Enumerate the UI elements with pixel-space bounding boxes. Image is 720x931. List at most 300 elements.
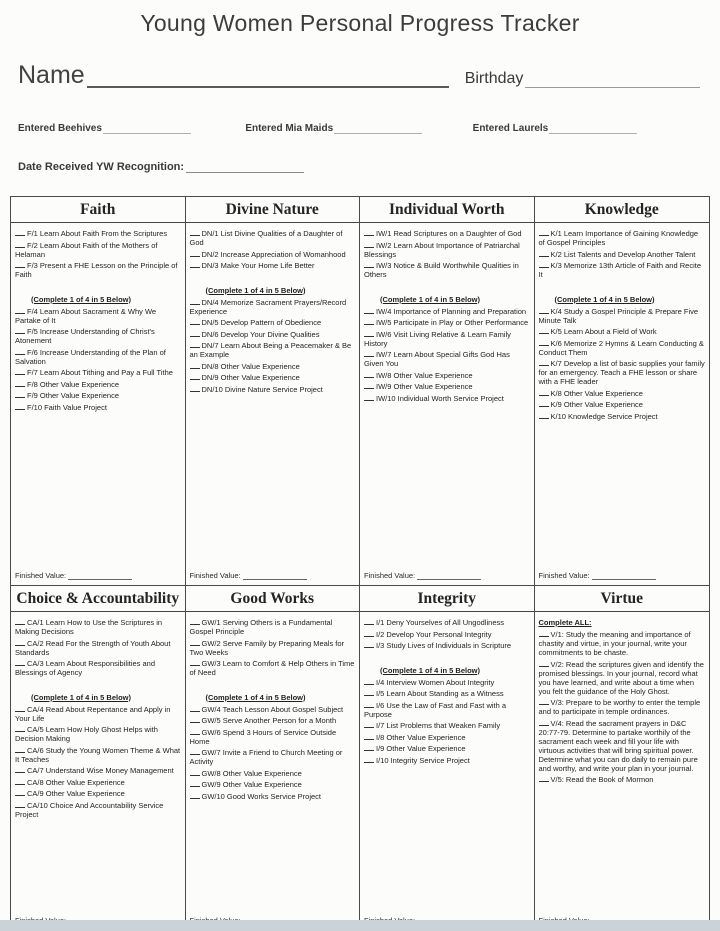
checkbox-blank-line [364,329,374,337]
checklist-item [190,617,357,636]
checkbox-blank-line [364,306,374,314]
item-text: CA/10 Choice And Accountability Service Project [15,800,164,819]
checklist-item [364,640,531,650]
name-birthday-row [18,60,700,88]
checkbox-blank-line [15,347,25,355]
item-text: V/1: Study the meaning and importance of chastity and virtue, in your journal, write your commitments to be chaste. [538,630,691,657]
checkbox-blank-line [15,788,25,796]
finished-value-row [190,566,357,580]
finished-value-fill-line [68,573,132,580]
checklist-item [15,347,182,366]
checklist-item [15,704,182,723]
checklist-item [15,306,182,325]
item-text: K/7 Develop a list of basic supplies your family for an emergency. Teach a FHE lesson or share with a FHE leader [538,359,705,386]
checkbox-blank-line [364,720,374,728]
checklist-item [15,240,182,259]
item-text: CA/2 Read For the Strength of Youth About Standards [15,638,171,657]
checkbox-blank-line [190,372,200,380]
name-fill-line [87,60,449,88]
entered-miamaids-line [334,122,422,134]
checklist-item [190,317,357,327]
finished-value-row [15,566,182,580]
finished-value-row [539,566,707,580]
checklist-item [190,704,357,714]
checkbox-blank-line [15,745,25,753]
scan-edge-strip [0,920,720,931]
checkbox-blank-line [15,765,25,773]
checkbox-blank-line [364,629,374,637]
section-body [360,223,534,585]
item-text: F/4 Learn About Sacrament & Why We Partake of It [15,306,157,325]
section-title-integrity: Integrity [360,586,534,612]
finished-value-label: Finished Value: [15,571,67,580]
section-integrity [360,586,535,930]
checklist-item [15,745,182,764]
item-text: IW/1 Read Scriptures on a Daughter of God [376,229,522,238]
checkbox-blank-line [364,640,374,648]
item-text: IW/6 Visit Living Relative & Learn Family History [364,329,511,348]
item-text: DN/3 Make Your Home Life Better [201,261,315,270]
section-body [535,223,710,585]
item-text: GW/3 Learn to Comfort & Help Others in Time of Need [189,659,355,677]
checkbox-blank-line [190,361,200,369]
finished-value-label: Finished Value: [538,571,590,580]
checkbox-blank-line [364,677,374,685]
item-text: CA/8 Other Value Experience [27,777,125,787]
section-body [11,612,185,930]
checkbox-blank-line [15,800,25,808]
checkbox-blank-line [539,306,549,314]
checkbox-blank-line [364,393,374,401]
item-text: IW/5 Participate in Play or Other Performance [376,318,529,327]
item-text: K/5 Learn About a Field of Work [550,327,657,336]
checklist-item [15,658,182,677]
item-text: V/4: Read the sacrament prayers in D&C 20:77-79. Determine to partake worthily of the sacrament each week and fill your life with virtuous activities that will bring spiritual power. Determine what you can do daily to remain pure and worthy, and write your plan in your journal. [538,718,698,773]
checkbox-blank-line [364,317,374,325]
checkbox-blank-line [15,260,25,268]
item-text: K/6 Memorize 2 Hymns & Learn Conducting & Conduct Them [538,338,704,357]
checklist-item [364,677,531,687]
finished-value-label: Finished Value: [189,571,241,580]
item-text: IW/8 Other Value Experience [376,370,473,380]
item-text: GW/6 Spend 3 Hours of Service Outside Home [189,727,337,746]
item-text: K/4 Study a Gospel Principle & Prepare Five Minute Talk [538,306,699,325]
checkbox-blank-line [364,617,374,625]
checkbox-blank-line [15,326,25,334]
checkbox-blank-line [15,638,25,646]
item-text: I/4 Interview Women About Integrity [376,677,495,687]
checklist-item [190,340,357,359]
section-title-individual-worth: Individual Worth [360,197,534,223]
checklist-item [190,727,357,746]
checkbox-blank-line [190,340,200,348]
checklist-item [190,791,357,801]
checklist-item [190,658,357,677]
checklist-item [364,306,531,316]
item-text: V/5: Read the Book of Mormon [550,775,654,784]
checklist-item [364,240,531,259]
checklist-item [364,720,531,730]
checklist-item [539,388,707,398]
item-text: K/2 List Talents and Develop Another Talent [550,249,696,259]
section-title-choice-accountability: Choice & Accountability [11,586,185,612]
item-text: (Complete 1 of 4 in 5 Below) [31,294,132,304]
tracker-table [10,196,710,931]
checklist-item [15,788,182,798]
finished-value-fill-line [592,573,656,580]
checkbox-blank-line [15,390,25,398]
entered-beehives-line [103,122,191,134]
finished-value-fill-line [417,573,481,580]
checkbox-blank-line [190,791,200,799]
item-text: DN/8 Other Value Experience [201,361,300,371]
item-text: I/6 Use the Law of Fast and Fast with a Purpose [364,700,507,719]
group-gap [15,679,182,692]
section-title-faith: Faith [11,197,185,223]
section-body [11,223,185,585]
checklist-item [190,768,357,778]
checklist-item [364,260,531,279]
entered-beehives-label: Entered Beehives [18,123,102,134]
item-text: F/2 Learn About Faith of the Mothers of Helaman [15,240,158,259]
item-text: DN/5 Develop Pattern of Obedience [201,318,322,327]
checklist-item [15,800,182,819]
checkbox-blank-line [539,774,549,782]
item-text: K/3 Memorize 13th Article of Faith and Recite It [538,261,701,279]
checklist-item [539,260,707,279]
checkbox-blank-line [190,329,200,337]
checkbox-blank-line [15,658,25,666]
complete-rule-note [380,666,531,675]
checklist-item [539,306,707,325]
complete-rule-note [31,693,182,702]
item-text: K/9 Other Value Experience [550,400,643,409]
complete-rule-note [380,295,531,304]
page-title: Young Women Personal Progress Tracker [140,10,580,36]
checklist-item [15,765,182,775]
checklist-item [190,329,357,339]
complete-rule-note [555,295,707,304]
item-text: I/10 Integrity Service Project [376,755,470,765]
checkbox-blank-line [15,402,25,410]
item-text: CA/4 Read About Repentance and Apply in Your Life [15,704,171,723]
checkbox-blank-line [15,367,25,375]
recognition-row [18,160,304,173]
section-title-virtue: Virtue [535,586,710,612]
section-knowledge [535,197,710,586]
checklist-item [539,338,707,357]
checkbox-blank-line [190,617,200,625]
checkbox-blank-line [15,724,25,732]
checkbox-blank-line [190,249,200,257]
checklist-item [15,390,182,400]
item-text: DN/10 Divine Nature Service Project [201,384,323,394]
item-text: CA/1 Learn How to Use the Scriptures in Making Decisions [15,618,163,636]
checklist-item [364,688,531,698]
section-virtue [535,586,710,930]
item-text: F/1 Learn About Faith From the Scriptures [27,229,168,238]
checkbox-blank-line [539,629,549,637]
checklist-item [364,381,531,391]
section-faith [11,197,186,586]
checklist-item [364,755,531,765]
checkbox-blank-line [539,358,549,366]
checklist-item [539,629,707,657]
checklist-item [190,384,357,394]
item-text: CA/7 Understand Wise Money Management [27,766,174,775]
checkbox-blank-line [539,718,549,726]
checklist-item [364,329,531,348]
finished-value-row [364,566,531,580]
section-body [360,612,534,930]
checklist-item [364,700,531,719]
item-text: IW/9 Other Value Experience [376,382,473,391]
checklist-item [190,779,357,789]
item-text: GW/10 Good Works Service Project [201,791,321,801]
group-gap [539,281,707,294]
item-text: (Complete 1 of 4 in 5 Below) [380,294,481,304]
checkbox-blank-line [190,727,200,735]
checklist-item [364,732,531,742]
checkbox-blank-line [539,659,549,667]
item-text: K/1 Learn Importance of Gaining Knowledge of Gospel Principles [538,229,699,247]
checkbox-blank-line [364,700,374,708]
item-text: DN/1 List Divine Qualities of a Daughter of God [189,229,343,247]
item-text: F/10 Faith Value Project [27,402,107,412]
checkbox-blank-line [190,747,200,755]
checkbox-blank-line [539,338,549,346]
entered-laurels-line [549,122,637,134]
checkbox-blank-line [539,260,549,268]
checkbox-blank-line [15,240,25,248]
group-gap [190,679,357,692]
checklist-item [539,358,707,386]
item-text: F/5 Increase Understanding of Christ's Atonement [15,327,155,345]
checkbox-blank-line [364,743,374,751]
checkbox-blank-line [539,249,549,257]
item-text: I/5 Learn About Standing as a Witness [376,689,504,698]
checklist-item [190,260,357,270]
checklist-item [539,697,707,716]
section-body [186,612,360,930]
item-text: I/2 Develop Your Personal Integrity [376,629,492,639]
recognition-fill-line [186,160,304,173]
item-text: DN/6 Develop Your Divine Qualities [201,329,320,339]
section-divine-nature [186,197,361,586]
checkbox-blank-line [15,777,25,785]
item-text: Complete ALL: [538,618,592,627]
checklist-item [15,228,182,238]
item-text: DN/9 Other Value Experience [201,373,300,382]
checklist-item [190,638,357,657]
checklist-item [190,361,357,371]
complete-rule-note [31,295,182,304]
group-gap [15,281,182,294]
section-body [186,223,360,585]
item-text: F/3 Present a FHE Lesson on the Principle of Faith [15,261,178,279]
checklist-item [190,372,357,382]
checkbox-blank-line [364,688,374,696]
checklist-item [15,326,182,345]
section-title-good-works: Good Works [186,586,360,612]
item-text: IW/10 Individual Worth Service Project [376,393,504,403]
item-text: I/1 Deny Yourselves of All Ungodliness [376,618,504,627]
checklist-item [364,393,531,403]
checklist-item [15,617,182,636]
item-text: GW/5 Serve Another Person for a Month [201,716,337,725]
checkbox-blank-line [539,326,549,334]
name-label: Name [18,61,85,89]
checklist-item [539,399,707,409]
item-text: K/8 Other Value Experience [550,388,643,398]
item-text: GW/7 Invite a Friend to Church Meeting or Activity [189,748,343,766]
checklist-item [364,370,531,380]
item-text: IW/4 Importance of Planning and Preparation [376,306,527,316]
complete-rule-note [539,618,707,627]
checklist-item [15,260,182,279]
item-text: IW/2 Learn About Importance of Patriarchal Blessings [364,240,520,259]
checkbox-blank-line [364,732,374,740]
checkbox-blank-line [15,704,25,712]
item-text: K/10 Knowledge Service Project [550,411,658,421]
checkbox-blank-line [190,704,200,712]
checklist-item [15,638,182,657]
item-text: I/8 Other Value Experience [376,732,466,742]
checklist-item [364,228,531,238]
complete-rule-note [206,693,357,702]
item-text: GW/1 Serving Others is a Fundamental Gospel Principle [189,618,333,636]
checklist-item [539,228,707,247]
checklist-item [539,249,707,259]
checkbox-blank-line [364,260,374,268]
checkbox-blank-line [190,384,200,392]
checkbox-blank-line [190,768,200,776]
entered-row [18,122,700,134]
item-text: I/3 Study Lives of Individuals in Scripture [376,641,512,650]
checkbox-blank-line [15,306,25,314]
item-text: (Complete 1 of 4 in 5 Below) [31,692,132,702]
checkbox-blank-line [190,779,200,787]
checkbox-blank-line [364,240,374,248]
checkbox-blank-line [539,399,549,407]
checkbox-blank-line [190,638,200,646]
checklist-item [364,317,531,327]
checkbox-blank-line [539,697,549,705]
checkbox-blank-line [539,228,549,236]
entered-laurels-label: Entered Laurels [472,123,549,134]
entered-miamaids-group [245,122,472,134]
checklist-item [539,774,707,784]
item-text: GW/9 Other Value Experience [201,780,302,789]
item-text: CA/6 Study the Young Women Theme & What It Teaches [15,745,181,764]
checklist-item [364,617,531,627]
item-text: (Complete 1 of 4 in 5 Below) [380,665,481,675]
item-text: F/9 Other Value Experience [27,391,119,400]
checkbox-blank-line [15,617,25,625]
checkbox-blank-line [364,755,374,763]
item-text: GW/8 Other Value Experience [201,768,302,778]
item-text: F/8 Other Value Experience [27,379,119,389]
section-individual-worth [360,197,535,586]
checkbox-blank-line [190,317,200,325]
item-text: I/9 Other Value Experience [376,744,466,753]
checkbox-blank-line [190,715,200,723]
group-gap [190,272,357,285]
checklist-item [190,249,357,259]
checklist-item [190,297,357,316]
item-text: DN/4 Memorize Sacrament Prayers/Record Experience [189,297,347,316]
checkbox-blank-line [15,379,25,387]
item-text: CA/5 Learn How Holy Ghost Helps with Decision Making [15,725,158,743]
item-text: F/7 Learn About Tithing and Pay a Full Tithe [27,368,173,377]
checklist-item [364,349,531,368]
checkbox-blank-line [15,228,25,236]
checkbox-blank-line [539,411,549,419]
item-text: V/2: Read the scriptures given and identify the promised blessings. In your journal, record what you have learned, and write about a time when you felt the guidance of the Holy Ghost. [538,659,704,696]
checklist-item [15,402,182,412]
item-text: (Complete 1 of 4 in 5 Below) [554,294,655,304]
checkbox-blank-line [190,260,200,268]
checkbox-blank-line [364,349,374,357]
checklist-item [15,724,182,743]
checkbox-blank-line [539,388,549,396]
finished-value-label: Finished Value: [364,571,416,580]
checklist-item [15,367,182,377]
finished-value-fill-line [243,573,307,580]
checklist-item [190,747,357,766]
item-text: V/3: Prepare to be worthy to enter the temple and to participate in temple ordinances. [538,698,701,716]
section-choice-accountability [11,586,186,930]
group-gap [364,281,531,294]
birthday-fill-line [525,67,700,88]
item-text: F/6 Increase Understanding of the Plan of Salvation [15,347,166,366]
birthday-label: Birthday [464,70,524,88]
checklist-item [539,718,707,773]
item-text: DN/7 Learn About Being a Peacemaker & Be an Example [189,341,352,359]
checklist-item [15,777,182,787]
checkbox-blank-line [190,228,200,236]
item-text: GW/2 Serve Family by Preparing Meals for Two Weeks [189,638,345,657]
item-text: IW/7 Learn About Special Gifts God Has Given You [364,350,510,368]
item-text: DN/2 Increase Appreciation of Womanhood [201,249,346,259]
checklist-item [190,715,357,725]
checklist-item [364,743,531,753]
item-text: IW/3 Notice & Build Worthwhile Qualities in Others [364,261,519,279]
item-text: I/7 List Problems that Weaken Family [376,721,501,730]
entered-miamaids-label: Entered Mia Maids [245,123,334,134]
checkbox-blank-line [364,370,374,378]
checklist-item [539,411,707,421]
entered-beehives-group [18,122,245,134]
checklist-item [364,629,531,639]
checklist-item [190,228,357,247]
checkbox-blank-line [364,228,374,236]
item-text: GW/4 Teach Lesson About Gospel Subject [201,704,344,714]
item-text: (Complete 1 of 4 in 5 Below) [205,285,306,295]
complete-rule-note [206,286,357,295]
checkbox-blank-line [190,297,200,305]
section-body [535,612,710,930]
section-title-divine-nature: Divine Nature [186,197,360,223]
item-text: (Complete 1 of 4 in 5 Below) [205,692,306,702]
item-text: CA/3 Learn About Responsibilities and Blessings of Agency [15,659,155,677]
section-title-knowledge: Knowledge [535,197,710,223]
section-good-works [186,586,361,930]
entered-laurels-group [473,122,700,134]
checkbox-blank-line [190,658,200,666]
checkbox-blank-line [364,381,374,389]
item-text: CA/9 Other Value Experience [27,789,125,798]
